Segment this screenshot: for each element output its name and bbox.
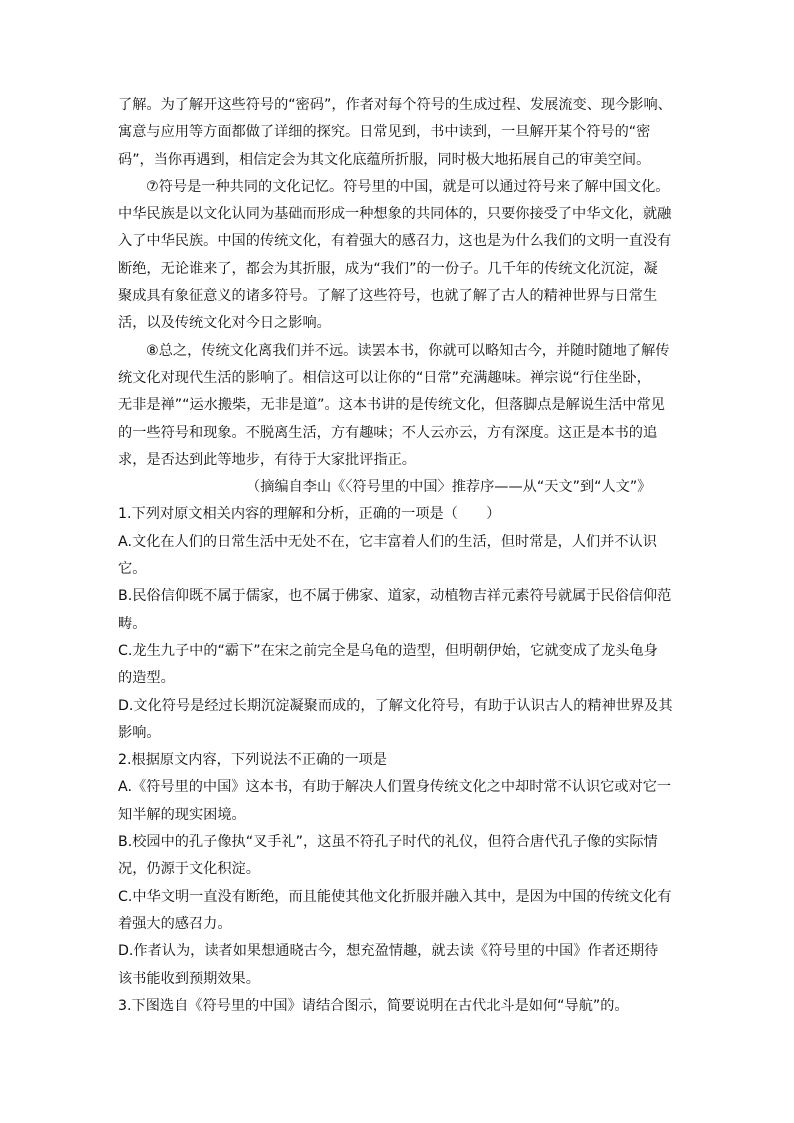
text-line: 寓意与应用等方面都做了详细的探究。日常见到，书中读到，一旦解开某个符号的“密 <box>118 124 651 141</box>
question-stem: 1.下列对原文相关内容的理解和分析，正确的一项是（ ） <box>118 506 501 523</box>
document-page <box>118 92 678 1020</box>
option-a-cont: 它。 <box>118 561 147 578</box>
text-line: 求，是否达到此等地步，有待于大家批评指正。 <box>118 451 416 468</box>
option-b-cont: 况，仍源于文化积淀。 <box>118 861 260 878</box>
option-d-cont: 该书能收到预期效果。 <box>118 970 260 987</box>
source-citation: （摘编自李山《〈符号里的中国〉推荐序——从“天文”到“人文”》 <box>246 479 652 496</box>
option-a-cont: 知半解的现实困境。 <box>118 806 246 823</box>
text-line: 入了中华民族。中国的传统文化，有着强大的感召力，这也是为什么我们的文明一直没有 <box>118 233 672 250</box>
option-a: A.《符号里的中国》这本书，有助于解决人们置身传统文化之中却时常不认识它或对它一 <box>118 779 672 796</box>
option-b: B.校园中的孔子像执“叉手礼”，这虽不符孔子时代的礼仪，但符合唐代孔子像的实际情 <box>118 834 658 851</box>
text-line: 活，以及传统文化对今日之影响。 <box>118 315 331 332</box>
text-line: 的一些符号和现象。不脱离生活，方有趣味；不人云亦云，方有深度。这正是本书的追 <box>118 424 658 441</box>
paragraph-6-continued <box>118 92 678 174</box>
option-a: A.文化在人们的日常生活中无处不在，它丰富着人们的生活，但时常是，人们并不认识 <box>118 533 657 550</box>
option-b: B.民俗信仰既不属于儒家，也不属于佛家、道家，动植物吉祥元素符号就属于民俗信仰范 <box>118 588 672 605</box>
option-b-cont: 畴。 <box>118 615 147 632</box>
paragraph-8 <box>118 338 678 474</box>
question-3 <box>118 993 678 1020</box>
option-d-cont: 影响。 <box>118 724 161 741</box>
text-line: 统文化对现代生活的影响了。相信这可以让你的“日常”充满趣味。禅宗说“行住坐卧， <box>118 369 651 386</box>
option-d: D.作者认为，读者如果想通晓古今，想充盈情趣，就去读《符号里的中国》作者还期待 <box>118 943 659 960</box>
question-2 <box>118 747 678 993</box>
text-line: ⑧总之，传统文化离我们并不远。读罢本书，你就可以略知古今，并随时随地了解传 <box>146 342 670 359</box>
question-stem: 3.下图选自《符号里的中国》请结合图示，简要说明在古代北斗是如何“导航”的。 <box>118 997 629 1014</box>
option-c-cont: 着强大的感召力。 <box>118 915 232 932</box>
text-line: 了解。为了解开这些符号的“密码”，作者对每个符号的生成过程、发展流变、现今影响、 <box>118 97 672 113</box>
text-line: 断绝，无论谁来了，都会为其折服，成为“我们”的一份子。几千年的传统文化沉淀，凝 <box>118 260 658 277</box>
option-c-cont: 的造型。 <box>118 670 175 687</box>
option-c: C.中华文明一直没有断绝，而且能使其他文化折服并融入其中，是因为中国的传统文化有 <box>118 888 672 905</box>
question-stem: 2.根据原文内容，下列说法不正确的一项是 <box>118 752 387 769</box>
text-line: 无非是禅”“运水搬柴，无非是道”。这本书讲的是传统文化，但落脚点是解说生活中常见 <box>118 397 665 414</box>
text-line: 中华民族是以文化认同为基础而形成一种想象的共同体的，只要你接受了中华文化，就融 <box>118 206 672 223</box>
paragraph-7 <box>118 174 678 338</box>
text-line: 聚成具有象征意义的诸多符号。了解了这些符号，也就了解了古人的精神世界与日常生 <box>118 288 658 305</box>
option-c: C.龙生九子中的“霸下”在宋之前完全是乌龟的造型，但明朝伊始，它就变成了龙头龟身 <box>118 642 658 659</box>
text-line: ⑦符号是一种共同的文化记忆。符号里的中国，就是可以通过符号来了解中国文化。 <box>146 178 670 195</box>
option-d: D.文化符号是经过长期沉淀凝聚而成的，了解文化符号，有助于认识古人的精神世界及其 <box>118 697 673 714</box>
question-1 <box>118 501 678 747</box>
text-line: 码”，当你再遇到，相信定会为其文化底蕴所折服，同时极大地拓展自己的审美空间。 <box>118 151 651 168</box>
